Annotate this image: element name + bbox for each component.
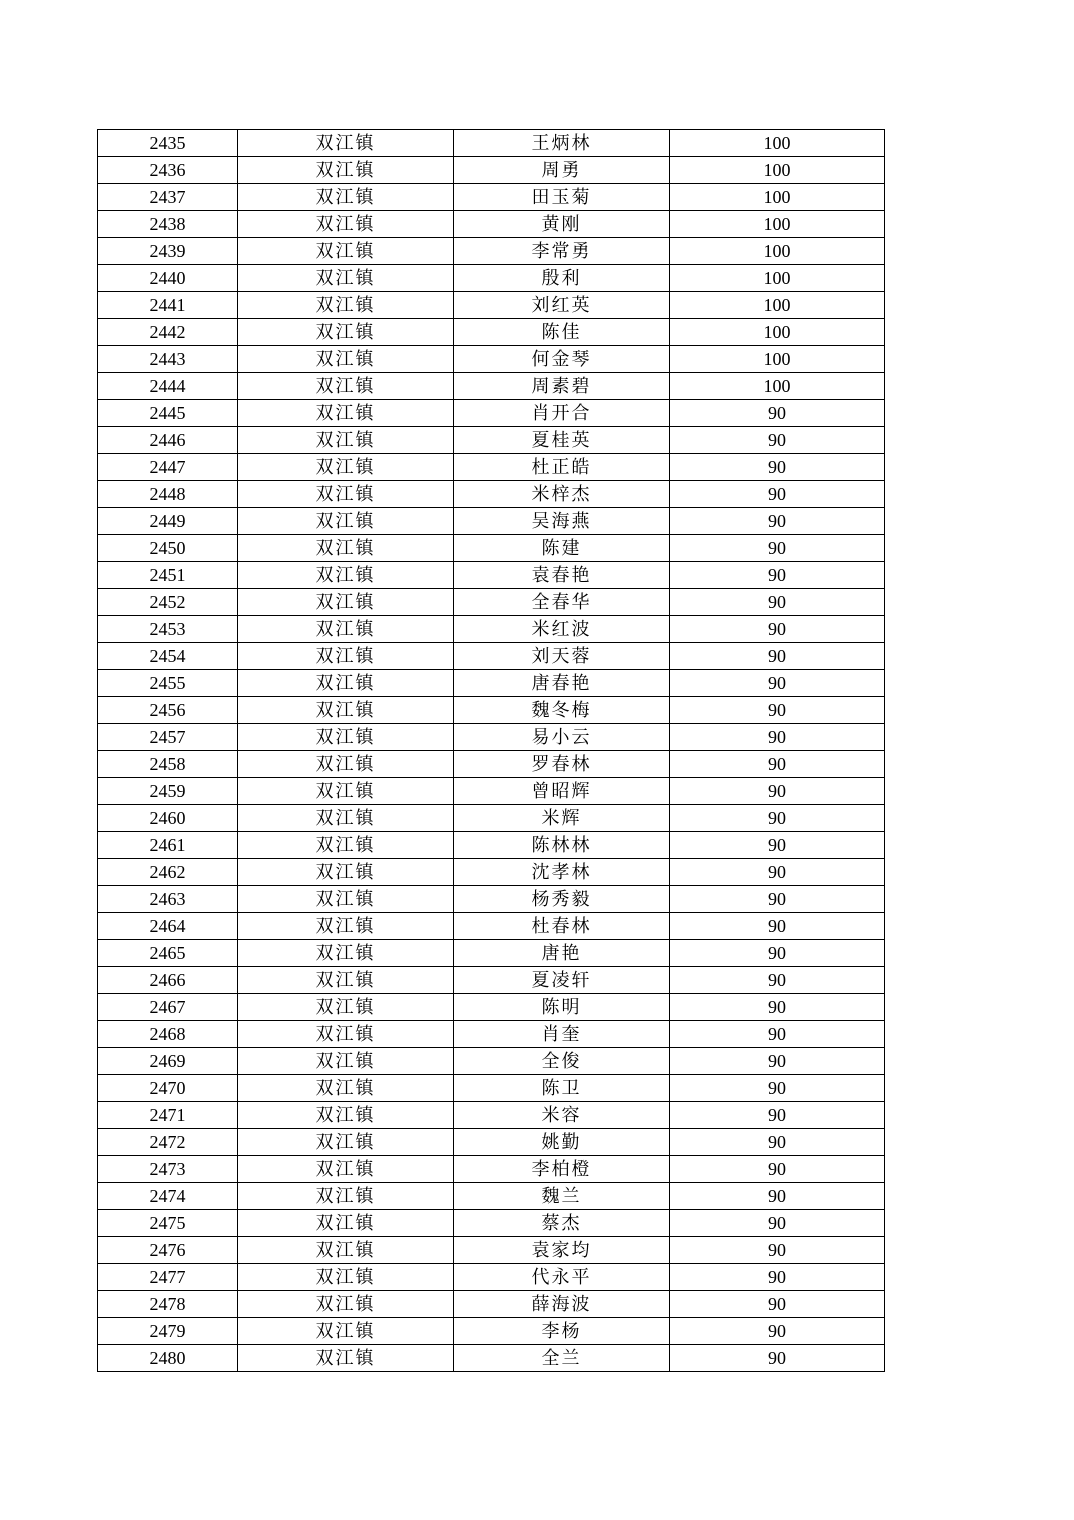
serial-number-cell: 2440: [98, 265, 238, 292]
table-row: [98, 211, 885, 238]
serial-number-cell: 2468: [98, 1021, 238, 1048]
person-name-cell: 夏凌轩: [454, 967, 670, 994]
amount-cell: 90: [670, 859, 885, 886]
serial-number-cell: 2467: [98, 994, 238, 1021]
amount-cell: 100: [670, 211, 885, 238]
amount-cell: 90: [670, 643, 885, 670]
document-sheet: [97, 129, 884, 1372]
serial-number-cell: 2474: [98, 1183, 238, 1210]
amount-cell: 100: [670, 292, 885, 319]
serial-number-cell: 2449: [98, 508, 238, 535]
table-row: [98, 832, 885, 859]
serial-number-cell: 2475: [98, 1210, 238, 1237]
person-name-cell: 全俊: [454, 1048, 670, 1075]
serial-number-cell: 2476: [98, 1237, 238, 1264]
person-name-cell: 肖开合: [454, 400, 670, 427]
town-cell: 双江镇: [238, 1264, 454, 1291]
town-cell: 双江镇: [238, 1048, 454, 1075]
table-row: [98, 697, 885, 724]
serial-number-cell: 2461: [98, 832, 238, 859]
table-row: [98, 1345, 885, 1372]
amount-cell: 90: [670, 913, 885, 940]
amount-cell: 90: [670, 535, 885, 562]
town-cell: 双江镇: [238, 967, 454, 994]
amount-cell: 90: [670, 778, 885, 805]
amount-cell: 90: [670, 1210, 885, 1237]
town-cell: 双江镇: [238, 1291, 454, 1318]
serial-number-cell: 2469: [98, 1048, 238, 1075]
person-name-cell: 魏兰: [454, 1183, 670, 1210]
serial-number-cell: 2447: [98, 454, 238, 481]
person-name-cell: 周素碧: [454, 373, 670, 400]
town-cell: 双江镇: [238, 1102, 454, 1129]
amount-cell: 90: [670, 1183, 885, 1210]
table-row: [98, 265, 885, 292]
town-cell: 双江镇: [238, 211, 454, 238]
table-row: [98, 1183, 885, 1210]
person-name-cell: 罗春林: [454, 751, 670, 778]
person-name-cell: 殷利: [454, 265, 670, 292]
person-name-cell: 吴海燕: [454, 508, 670, 535]
amount-cell: 90: [670, 427, 885, 454]
amount-cell: 90: [670, 1021, 885, 1048]
person-name-cell: 肖奎: [454, 1021, 670, 1048]
town-cell: 双江镇: [238, 616, 454, 643]
person-name-cell: 陈林林: [454, 832, 670, 859]
serial-number-cell: 2437: [98, 184, 238, 211]
person-name-cell: 全春华: [454, 589, 670, 616]
person-name-cell: 杨秀毅: [454, 886, 670, 913]
serial-number-cell: 2460: [98, 805, 238, 832]
table-row: [98, 292, 885, 319]
serial-number-cell: 2441: [98, 292, 238, 319]
serial-number-cell: 2448: [98, 481, 238, 508]
person-name-cell: 袁春艳: [454, 562, 670, 589]
amount-cell: 90: [670, 562, 885, 589]
table-row: [98, 373, 885, 400]
amount-cell: 90: [670, 940, 885, 967]
person-name-cell: 刘天蓉: [454, 643, 670, 670]
serial-number-cell: 2435: [98, 130, 238, 157]
amount-cell: 90: [670, 886, 885, 913]
serial-number-cell: 2472: [98, 1129, 238, 1156]
town-cell: 双江镇: [238, 535, 454, 562]
table-row: [98, 184, 885, 211]
person-name-cell: 魏冬梅: [454, 697, 670, 724]
table-row: [98, 1264, 885, 1291]
town-cell: 双江镇: [238, 400, 454, 427]
town-cell: 双江镇: [238, 697, 454, 724]
table-row: [98, 751, 885, 778]
serial-number-cell: 2453: [98, 616, 238, 643]
table-row: [98, 130, 885, 157]
serial-number-cell: 2479: [98, 1318, 238, 1345]
person-name-cell: 周勇: [454, 157, 670, 184]
town-cell: 双江镇: [238, 427, 454, 454]
serial-number-cell: 2456: [98, 697, 238, 724]
table-row: [98, 1291, 885, 1318]
town-cell: 双江镇: [238, 346, 454, 373]
amount-cell: 90: [670, 751, 885, 778]
town-cell: 双江镇: [238, 886, 454, 913]
table-row: [98, 1318, 885, 1345]
town-cell: 双江镇: [238, 1318, 454, 1345]
person-name-cell: 易小云: [454, 724, 670, 751]
amount-cell: 100: [670, 319, 885, 346]
table-row: [98, 535, 885, 562]
amount-cell: 90: [670, 697, 885, 724]
amount-cell: 90: [670, 724, 885, 751]
serial-number-cell: 2464: [98, 913, 238, 940]
person-name-cell: 唐艳: [454, 940, 670, 967]
town-cell: 双江镇: [238, 1129, 454, 1156]
table-row: [98, 400, 885, 427]
person-name-cell: 李杨: [454, 1318, 670, 1345]
table-row: [98, 1129, 885, 1156]
town-cell: 双江镇: [238, 481, 454, 508]
amount-cell: 100: [670, 184, 885, 211]
person-name-cell: 黄刚: [454, 211, 670, 238]
amount-cell: 90: [670, 1291, 885, 1318]
table-row: [98, 778, 885, 805]
serial-number-cell: 2462: [98, 859, 238, 886]
serial-number-cell: 2452: [98, 589, 238, 616]
serial-number-cell: 2438: [98, 211, 238, 238]
town-cell: 双江镇: [238, 670, 454, 697]
serial-number-cell: 2444: [98, 373, 238, 400]
amount-cell: 90: [670, 1264, 885, 1291]
town-cell: 双江镇: [238, 751, 454, 778]
serial-number-cell: 2451: [98, 562, 238, 589]
town-cell: 双江镇: [238, 859, 454, 886]
person-name-cell: 袁家均: [454, 1237, 670, 1264]
amount-cell: 90: [670, 616, 885, 643]
amount-cell: 90: [670, 508, 885, 535]
town-cell: 双江镇: [238, 643, 454, 670]
serial-number-cell: 2439: [98, 238, 238, 265]
table-row: [98, 157, 885, 184]
serial-number-cell: 2454: [98, 643, 238, 670]
person-name-cell: 全兰: [454, 1345, 670, 1372]
town-cell: 双江镇: [238, 1237, 454, 1264]
table-row: [98, 481, 885, 508]
serial-number-cell: 2466: [98, 967, 238, 994]
table-row: [98, 1237, 885, 1264]
amount-cell: 90: [670, 832, 885, 859]
amount-cell: 100: [670, 265, 885, 292]
town-cell: 双江镇: [238, 832, 454, 859]
town-cell: 双江镇: [238, 508, 454, 535]
amount-cell: 90: [670, 1129, 885, 1156]
person-name-cell: 陈佳: [454, 319, 670, 346]
person-name-cell: 田玉菊: [454, 184, 670, 211]
serial-number-cell: 2477: [98, 1264, 238, 1291]
town-cell: 双江镇: [238, 994, 454, 1021]
amount-cell: 90: [670, 589, 885, 616]
table-row: [98, 994, 885, 1021]
amount-cell: 90: [670, 1318, 885, 1345]
serial-number-cell: 2471: [98, 1102, 238, 1129]
amount-cell: 90: [670, 805, 885, 832]
amount-cell: 90: [670, 1075, 885, 1102]
serial-number-cell: 2442: [98, 319, 238, 346]
serial-number-cell: 2457: [98, 724, 238, 751]
table-row: [98, 508, 885, 535]
table-row: [98, 346, 885, 373]
table-row: [98, 913, 885, 940]
amount-cell: 90: [670, 967, 885, 994]
person-name-cell: 王炳林: [454, 130, 670, 157]
town-cell: 双江镇: [238, 1345, 454, 1372]
person-name-cell: 沈孝林: [454, 859, 670, 886]
table-row: [98, 1021, 885, 1048]
person-name-cell: 杜春林: [454, 913, 670, 940]
amount-cell: 100: [670, 346, 885, 373]
amount-cell: 90: [670, 454, 885, 481]
person-name-cell: 米容: [454, 1102, 670, 1129]
town-cell: 双江镇: [238, 184, 454, 211]
town-cell: 双江镇: [238, 805, 454, 832]
amount-cell: 90: [670, 994, 885, 1021]
roster-table-body: [98, 130, 885, 1372]
table-row: [98, 1048, 885, 1075]
table-row: [98, 724, 885, 751]
person-name-cell: 李柏橙: [454, 1156, 670, 1183]
serial-number-cell: 2473: [98, 1156, 238, 1183]
town-cell: 双江镇: [238, 454, 454, 481]
town-cell: 双江镇: [238, 238, 454, 265]
person-name-cell: 薛海波: [454, 1291, 670, 1318]
amount-cell: 100: [670, 373, 885, 400]
table-row: [98, 616, 885, 643]
town-cell: 双江镇: [238, 1156, 454, 1183]
table-row: [98, 643, 885, 670]
serial-number-cell: 2446: [98, 427, 238, 454]
table-row: [98, 886, 885, 913]
table-row: [98, 1075, 885, 1102]
table-row: [98, 427, 885, 454]
town-cell: 双江镇: [238, 265, 454, 292]
serial-number-cell: 2458: [98, 751, 238, 778]
person-name-cell: 姚勤: [454, 1129, 670, 1156]
amount-cell: 90: [670, 670, 885, 697]
amount-cell: 90: [670, 1156, 885, 1183]
town-cell: 双江镇: [238, 1210, 454, 1237]
table-row: [98, 1156, 885, 1183]
person-name-cell: 夏桂英: [454, 427, 670, 454]
amount-cell: 90: [670, 481, 885, 508]
person-name-cell: 曾昭辉: [454, 778, 670, 805]
town-cell: 双江镇: [238, 319, 454, 346]
town-cell: 双江镇: [238, 778, 454, 805]
person-name-cell: 代永平: [454, 1264, 670, 1291]
town-cell: 双江镇: [238, 589, 454, 616]
serial-number-cell: 2445: [98, 400, 238, 427]
table-row: [98, 238, 885, 265]
serial-number-cell: 2459: [98, 778, 238, 805]
table-row: [98, 454, 885, 481]
town-cell: 双江镇: [238, 1075, 454, 1102]
table-row: [98, 967, 885, 994]
serial-number-cell: 2455: [98, 670, 238, 697]
person-name-cell: 陈明: [454, 994, 670, 1021]
person-name-cell: 陈建: [454, 535, 670, 562]
town-cell: 双江镇: [238, 562, 454, 589]
town-cell: 双江镇: [238, 373, 454, 400]
roster-table: [97, 129, 885, 1372]
serial-number-cell: 2465: [98, 940, 238, 967]
table-row: [98, 562, 885, 589]
amount-cell: 100: [670, 157, 885, 184]
town-cell: 双江镇: [238, 1021, 454, 1048]
table-row: [98, 319, 885, 346]
person-name-cell: 何金琴: [454, 346, 670, 373]
amount-cell: 90: [670, 1102, 885, 1129]
serial-number-cell: 2450: [98, 535, 238, 562]
person-name-cell: 李常勇: [454, 238, 670, 265]
serial-number-cell: 2443: [98, 346, 238, 373]
table-row: [98, 670, 885, 697]
serial-number-cell: 2478: [98, 1291, 238, 1318]
town-cell: 双江镇: [238, 724, 454, 751]
serial-number-cell: 2463: [98, 886, 238, 913]
person-name-cell: 米梓杰: [454, 481, 670, 508]
person-name-cell: 刘红英: [454, 292, 670, 319]
town-cell: 双江镇: [238, 1183, 454, 1210]
town-cell: 双江镇: [238, 940, 454, 967]
table-row: [98, 589, 885, 616]
table-row: [98, 805, 885, 832]
table-row: [98, 859, 885, 886]
table-row: [98, 940, 885, 967]
town-cell: 双江镇: [238, 157, 454, 184]
town-cell: 双江镇: [238, 913, 454, 940]
town-cell: 双江镇: [238, 130, 454, 157]
amount-cell: 90: [670, 1237, 885, 1264]
person-name-cell: 陈卫: [454, 1075, 670, 1102]
serial-number-cell: 2470: [98, 1075, 238, 1102]
person-name-cell: 米红波: [454, 616, 670, 643]
person-name-cell: 唐春艳: [454, 670, 670, 697]
serial-number-cell: 2480: [98, 1345, 238, 1372]
amount-cell: 100: [670, 238, 885, 265]
amount-cell: 90: [670, 400, 885, 427]
person-name-cell: 米辉: [454, 805, 670, 832]
person-name-cell: 杜正皓: [454, 454, 670, 481]
person-name-cell: 蔡杰: [454, 1210, 670, 1237]
town-cell: 双江镇: [238, 292, 454, 319]
amount-cell: 90: [670, 1345, 885, 1372]
amount-cell: 100: [670, 130, 885, 157]
table-row: [98, 1210, 885, 1237]
table-row: [98, 1102, 885, 1129]
serial-number-cell: 2436: [98, 157, 238, 184]
amount-cell: 90: [670, 1048, 885, 1075]
